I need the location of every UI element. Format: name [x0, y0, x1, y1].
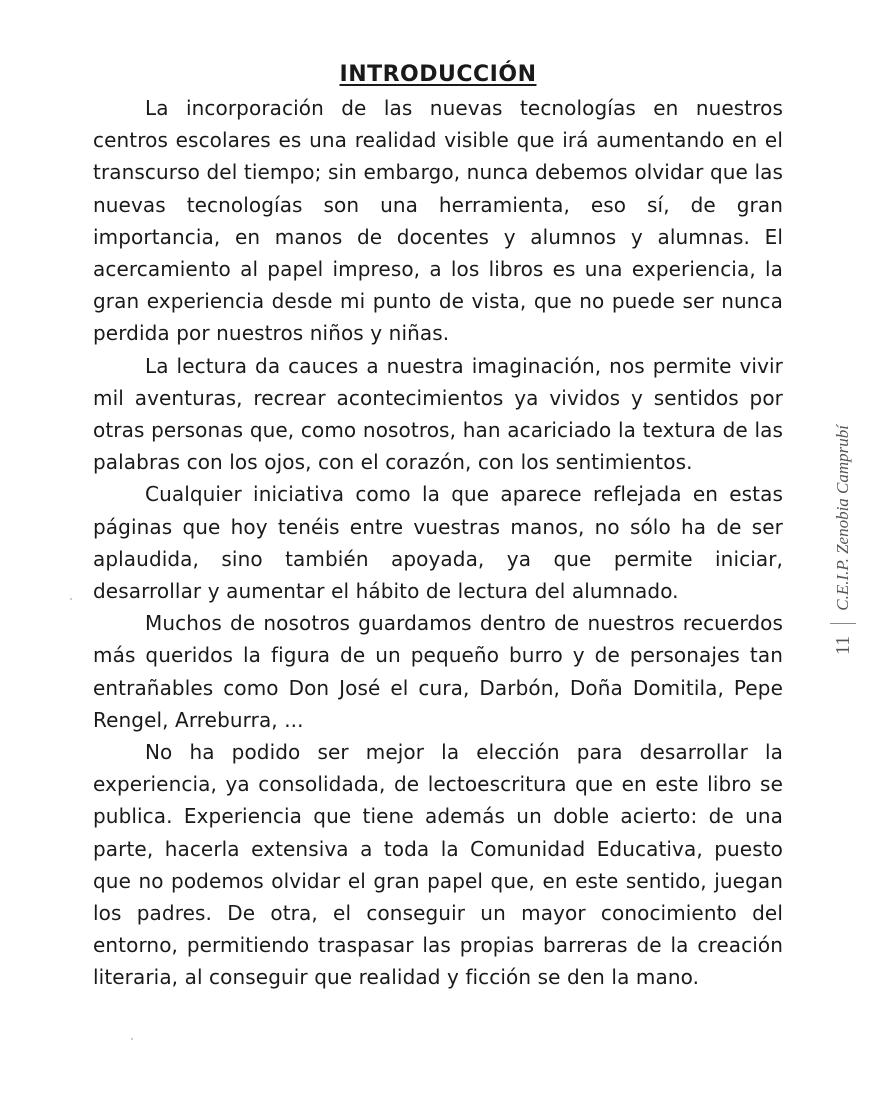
- side-divider: [830, 623, 856, 624]
- paragraph-1: La incorporación de las nuevas tecnologías en nuestros centros escolares es una realidad visible que irá aumentando en el transcurso del tiempo; sin embargo, nunca debemos olvidar que las nuevas tecnologías son una herramienta, eso sí, de gran importancia, en manos de docentes y alumnos y alumnas. El acercamiento al papel impreso, a los libros es una experiencia, la gran experiencia desde mi punto de vista, que no puede ser nunca perdida por nuestros niños y niñas.: [93, 96, 783, 346]
- side-running-header-inner: [830, 425, 856, 655]
- school-name: C.E.I.P. Zenobia Camprubí: [833, 424, 852, 611]
- paragraph-5: No ha podido ser mejor la elección para desarrollar la experiencia, ya consolidada, de lectoescritura que en este libro se publica. Experiencia que tiene además un doble acierto: de una parte, hacerla extensiva a toda la Comunidad Educativa, puesto que no podemos olvidar el gran papel que, en este sentido, juegan los padres. De otra, el conseguir un mayor conocimiento del entorno, permitiendo traspasar las propias barreras de la creación literaria, al conseguir que realidad y ficción se den la mano.: [93, 740, 783, 990]
- scan-speck: [70, 598, 72, 600]
- paragraph-2: La lectura da cauces a nuestra imaginación, nos permite vivir mil aventuras, recrear acontecimientos ya vividos y sentidos por otras personas que, como nosotros, han acariciado la textura de las palabras con los ojos, con el corazón, con los sentimientos.: [93, 353, 783, 475]
- side-running-header: [823, 400, 863, 680]
- page-title: INTRODUCCIÓN: [339, 62, 537, 87]
- scan-speck: [131, 1038, 133, 1040]
- page-number: 11: [831, 635, 854, 656]
- paragraph-4: Muchos de nosotros guardamos dentro de nuestros recuerdos más queridos la figura de un pequeño burro y de personajes tan entrañables como Don José el cura, Darbón, Doña Domitila, Pepe Rengel, Arreburra, ...: [93, 611, 783, 732]
- paragraph-3: Cualquier iniciativa como la que aparece reflejada en estas páginas que hoy tenéis entre vuestras manos, no sólo ha de ser aplaudida, sino también apoyada, ya que permite iniciar, desarrollar y aumentar el hábito de lectura del alumnado.: [93, 482, 783, 604]
- document-body: [93, 60, 783, 994]
